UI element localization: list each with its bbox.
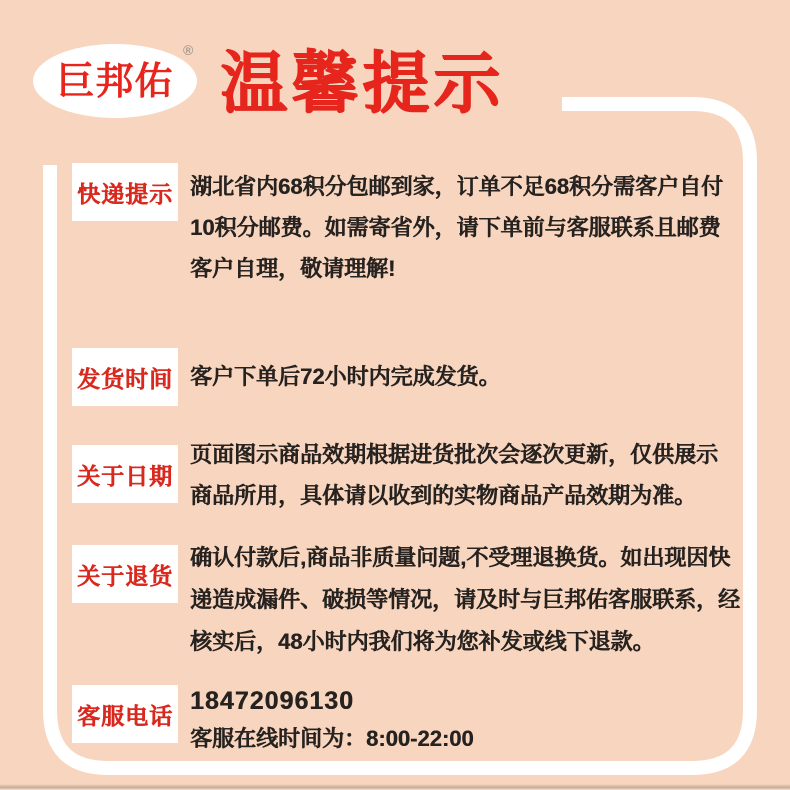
text-line: 确认付款后,商品非质量问题,不受理退换货。如出现因快 (190, 545, 731, 570)
shipping-time-content (190, 356, 748, 397)
about-returns-label-text: 关于退货 (77, 562, 173, 589)
about-returns-label (72, 545, 178, 603)
service-hours: 客服在线时间为：8:00-22:00 (190, 726, 474, 751)
brand-name: 巨邦佑 (56, 61, 174, 103)
text-line: 10积分邮费。如需寄省外，请下单前与客服联系且邮费 (190, 215, 721, 240)
phone-number: 18472096130 (190, 687, 354, 715)
page-title: 温馨提示 (220, 46, 504, 121)
shipping-time-label-text: 发货时间 (77, 365, 173, 392)
customer-service-label (72, 685, 178, 743)
about-dates-label (72, 445, 178, 503)
shipping-time-label (72, 348, 178, 406)
text-line: 客户下单后72小时内完成发货。 (190, 364, 501, 389)
express-tips-label-text: 快递提示 (77, 180, 173, 207)
express-tips-content (190, 166, 748, 289)
registered-trademark-icon: ® (183, 42, 194, 58)
text-line: 核实后，48小时内我们将为您补发或线下退款。 (190, 629, 655, 654)
text-line: 页面图示商品效期根据进货批次会逐次更新，仅供展示 (190, 442, 719, 467)
text-line: 商品所用，具体请以收到的实物商品产品效期为准。 (190, 483, 697, 508)
about-dates-label-text: 关于日期 (77, 462, 173, 489)
text-line: 客户自理，敬请理解! (190, 256, 396, 281)
text-line: 递造成漏件、破损等情况，请及时与巨邦佑客服联系，经 (190, 587, 741, 612)
about-returns-content (190, 537, 748, 663)
text-line: 湖北省内68积分包邮到家，订单不足68积分需客户自付 (190, 174, 723, 199)
express-tips-label (72, 163, 178, 221)
customer-service-label-text: 客服电话 (77, 702, 173, 729)
bottom-edge-shadow (0, 784, 790, 790)
about-dates-content (190, 434, 748, 516)
brand-logo (33, 44, 197, 118)
customer-service-content (190, 682, 748, 758)
